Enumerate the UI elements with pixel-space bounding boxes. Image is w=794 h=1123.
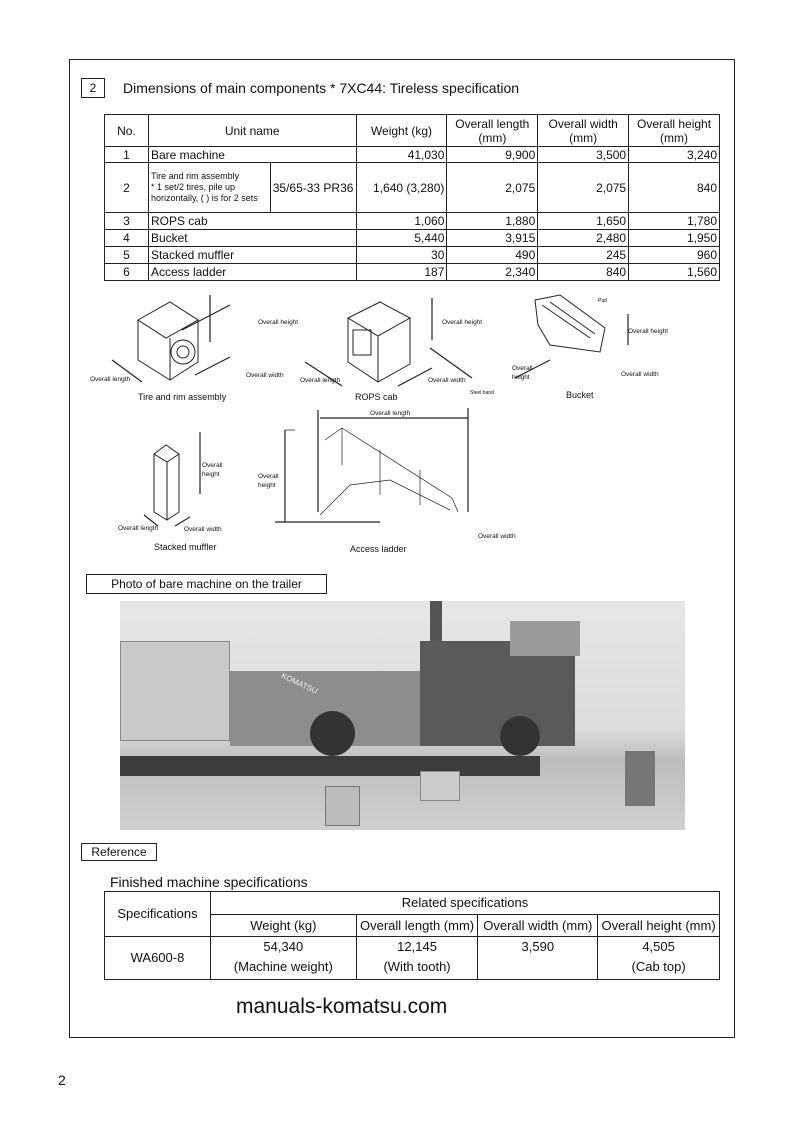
cell-length: 3,915 xyxy=(447,230,538,247)
cell-no: 5 xyxy=(105,247,149,264)
header-related: Related specifications xyxy=(210,892,719,915)
caption-ladder: Access ladder xyxy=(350,544,407,554)
label-height: Overall height xyxy=(258,319,299,326)
label-height-2: height xyxy=(258,482,276,489)
label-width: Overall width xyxy=(184,526,222,533)
cell-no: 1 xyxy=(105,147,149,163)
note: (Cab top) xyxy=(631,959,686,974)
value: 12,145 xyxy=(397,939,437,954)
table-header xyxy=(105,115,720,147)
label-length: Overall length xyxy=(90,376,131,383)
finished-specs-title: Finished machine specifications xyxy=(110,874,308,890)
header-width: Overall width (mm) xyxy=(478,915,598,937)
header-length: Overall length (mm) xyxy=(447,115,538,147)
komatsu-logo-text: KOMATSU xyxy=(279,671,320,696)
component-diagrams xyxy=(80,290,720,560)
label-length: Overall length xyxy=(118,525,159,532)
cell-model: WA600-8 xyxy=(105,937,211,980)
label-width: Overall width xyxy=(428,377,466,384)
cell-height: 840 xyxy=(629,163,720,213)
cell-weight: 1,060 xyxy=(356,213,447,230)
label-steel-band: Steel band xyxy=(470,390,494,396)
label-width: Overall width xyxy=(621,371,659,378)
label-height: Overall xyxy=(258,473,279,480)
cell-height: 1,560 xyxy=(629,264,720,281)
rops-cab-diagram xyxy=(300,298,482,402)
header-unit-name: Unit name xyxy=(148,115,356,147)
cell-length: 9,900 xyxy=(447,147,538,163)
cell-width: 840 xyxy=(538,264,629,281)
bucket-diagram xyxy=(430,295,668,400)
cell-no: 2 xyxy=(105,163,149,213)
cell-name: Tire and rim assembly * 1 set/2 tires, pile up horizontally, ( ) is for 2 sets xyxy=(148,163,270,213)
cell-width xyxy=(478,937,598,980)
cell-width: 2,480 xyxy=(538,230,629,247)
cell-tire-size: 35/65-33 PR36 xyxy=(270,163,356,213)
label-length: Overall length xyxy=(300,377,341,384)
cell-name: Bucket xyxy=(148,230,356,247)
table-row xyxy=(105,230,720,247)
machine-photo xyxy=(120,601,685,830)
cell-no: 6 xyxy=(105,264,149,281)
cell-weight: 1,640 (3,280) xyxy=(356,163,447,213)
cell-length: 2,340 xyxy=(447,264,538,281)
header-weight: Weight (kg) xyxy=(356,115,447,147)
label-length: Overall length xyxy=(370,410,411,417)
label-length-2: height xyxy=(512,374,530,381)
value: 4,505 xyxy=(642,939,675,954)
cell-name: Stacked muffler xyxy=(148,247,356,264)
cell-length: 1,880 xyxy=(447,213,538,230)
cell-height: 3,240 xyxy=(629,147,720,163)
cell-weight: 5,440 xyxy=(356,230,447,247)
label-width: Overall width xyxy=(246,372,284,379)
value: 3,590 xyxy=(521,939,555,954)
section-title: Dimensions of main components * 7XC44: Tireless specification xyxy=(123,80,520,96)
cell-weight: 41,030 xyxy=(356,147,447,163)
table-row xyxy=(105,247,720,264)
table-row xyxy=(105,163,720,213)
page-number: 2 xyxy=(58,1072,66,1088)
cell-weight xyxy=(210,937,356,980)
header-height: Overall height (mm) xyxy=(629,115,720,147)
cell-width: 3,500 xyxy=(538,147,629,163)
label-height: Overall height xyxy=(442,319,483,326)
reference-label: Reference xyxy=(81,843,157,861)
table-row xyxy=(105,937,720,980)
label-height: Overall height xyxy=(628,328,669,335)
value: 54,340 xyxy=(263,939,304,954)
header-no: No. xyxy=(105,115,149,147)
cell-weight: 30 xyxy=(356,247,447,264)
header-length: Overall length (mm) xyxy=(356,915,478,937)
table-row xyxy=(105,147,720,163)
cell-width: 1,650 xyxy=(538,213,629,230)
tire-diagram xyxy=(90,295,298,402)
header-specifications: Specifications xyxy=(105,892,211,937)
cell-width: 245 xyxy=(538,247,629,264)
cell-height: 1,950 xyxy=(629,230,720,247)
cell-name: ROPS cab xyxy=(148,213,356,230)
header-weight: Weight (kg) xyxy=(210,915,356,937)
cell-length: 2,075 xyxy=(447,163,538,213)
ladder-diagram xyxy=(258,408,516,554)
cell-height: 960 xyxy=(629,247,720,264)
table-row xyxy=(105,213,720,230)
muffler-diagram xyxy=(118,432,223,552)
finished-specs-table xyxy=(104,891,720,980)
cell-no: 3 xyxy=(105,213,149,230)
section-number: 2 xyxy=(81,78,105,98)
cell-no: 4 xyxy=(105,230,149,247)
label-height: Overall xyxy=(202,462,223,469)
note: (Machine weight) xyxy=(233,959,333,974)
components-table xyxy=(104,114,720,281)
watermark: manuals-komatsu.com xyxy=(236,995,448,1018)
caption-tire: Tire and rim assembly xyxy=(138,392,227,402)
cell-height: 1,780 xyxy=(629,213,720,230)
label-length: Overall xyxy=(512,365,533,372)
header-height: Overall height (mm) xyxy=(598,915,720,937)
note: (With tooth) xyxy=(383,959,451,974)
caption-rops: ROPS cab xyxy=(355,392,398,402)
label-height-2: height xyxy=(202,471,220,478)
cell-length xyxy=(356,937,478,980)
cell-length: 490 xyxy=(447,247,538,264)
cell-name: Bare machine xyxy=(148,147,356,163)
header-width: Overall width (mm) xyxy=(538,115,629,147)
table-row xyxy=(105,264,720,281)
caption-muffler: Stacked muffler xyxy=(154,542,217,552)
label-width: Overall width xyxy=(478,533,516,540)
cell-name: Access ladder xyxy=(148,264,356,281)
cell-height xyxy=(598,937,720,980)
cell-width: 2,075 xyxy=(538,163,629,213)
caption-bucket: Bucket xyxy=(566,390,594,400)
label-pad: Pad xyxy=(598,298,607,304)
cell-weight: 187 xyxy=(356,264,447,281)
photo-label: Photo of bare machine on the trailer xyxy=(86,574,327,594)
